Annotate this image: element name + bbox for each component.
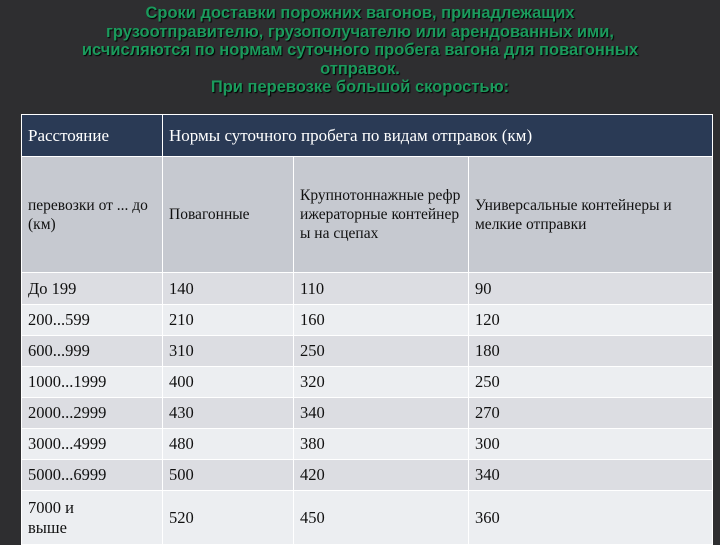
cell-reefer: 160 [294,305,469,336]
title-line: Сроки доставки порожних вагонов, принадлежащих [145,4,575,22]
cell-reefer: 320 [294,367,469,398]
cell-distance: 200...599 [22,305,163,336]
cell-wagon: 140 [163,273,294,305]
table-row [22,336,713,367]
table-subheader-row [22,157,713,273]
table-row [22,367,713,398]
cell-distance: 5000...6999 [22,460,163,491]
cell-universal: 250 [469,367,713,398]
cell-wagon: 430 [163,398,294,429]
cell-universal: 120 [469,305,713,336]
title-line: исчисляются по нормам суточного пробега вагона для повагонных [81,41,639,59]
cell-wagon: 210 [163,305,294,336]
header-distance: Расстояние [22,115,163,157]
table-row [22,429,713,460]
cell-wagon: 310 [163,336,294,367]
cell-reefer: 250 [294,336,469,367]
cell-distance-text: 7000 и выше [28,497,74,537]
title-line: При перевозке большой скоростью: [210,78,510,96]
title-line: отправок. [320,59,400,78]
cell-reefer: 340 [294,398,469,429]
cell-wagon: 500 [163,460,294,491]
cell-universal: 300 [469,429,713,460]
cell-universal: 360 [469,491,713,545]
table-row [22,273,713,305]
cell-distance: 600...999 [22,336,163,367]
cell-distance: 2000...2999 [22,398,163,429]
subheader-wagon: Повагонные [163,157,294,273]
slide-title [0,4,720,97]
cell-universal: 270 [469,398,713,429]
cell-reefer: 380 [294,429,469,460]
subheader-reefer: Крупнотоннажные рефрижераторные контейнеры на сцепах [294,157,469,273]
cell-reefer: 450 [294,491,469,545]
cell-universal: 340 [469,460,713,491]
cell-universal: 90 [469,273,713,305]
table-row [22,305,713,336]
cell-distance [22,491,163,545]
cell-wagon: 400 [163,367,294,398]
table-header-row [22,115,713,157]
cell-distance: До 199 [22,273,163,305]
header-norms: Нормы суточного пробега по видам отправок (км) [163,115,713,157]
subheader-universal: Универсальные контейнеры и мелкие отправки [469,157,713,273]
cell-universal: 180 [469,336,713,367]
delivery-norms-table [21,114,713,545]
table-row [22,398,713,429]
cell-wagon: 480 [163,429,294,460]
table-row [22,491,713,545]
cell-distance: 3000...4999 [22,429,163,460]
cell-reefer: 420 [294,460,469,491]
cell-distance: 1000...1999 [22,367,163,398]
cell-reefer: 110 [294,273,469,305]
table-row [22,460,713,491]
subheader-distance: перевозки от ... до (км) [22,157,163,273]
title-line: грузоотправителю, грузополучателю или арендованных ими, [106,22,614,41]
cell-wagon: 520 [163,491,294,545]
